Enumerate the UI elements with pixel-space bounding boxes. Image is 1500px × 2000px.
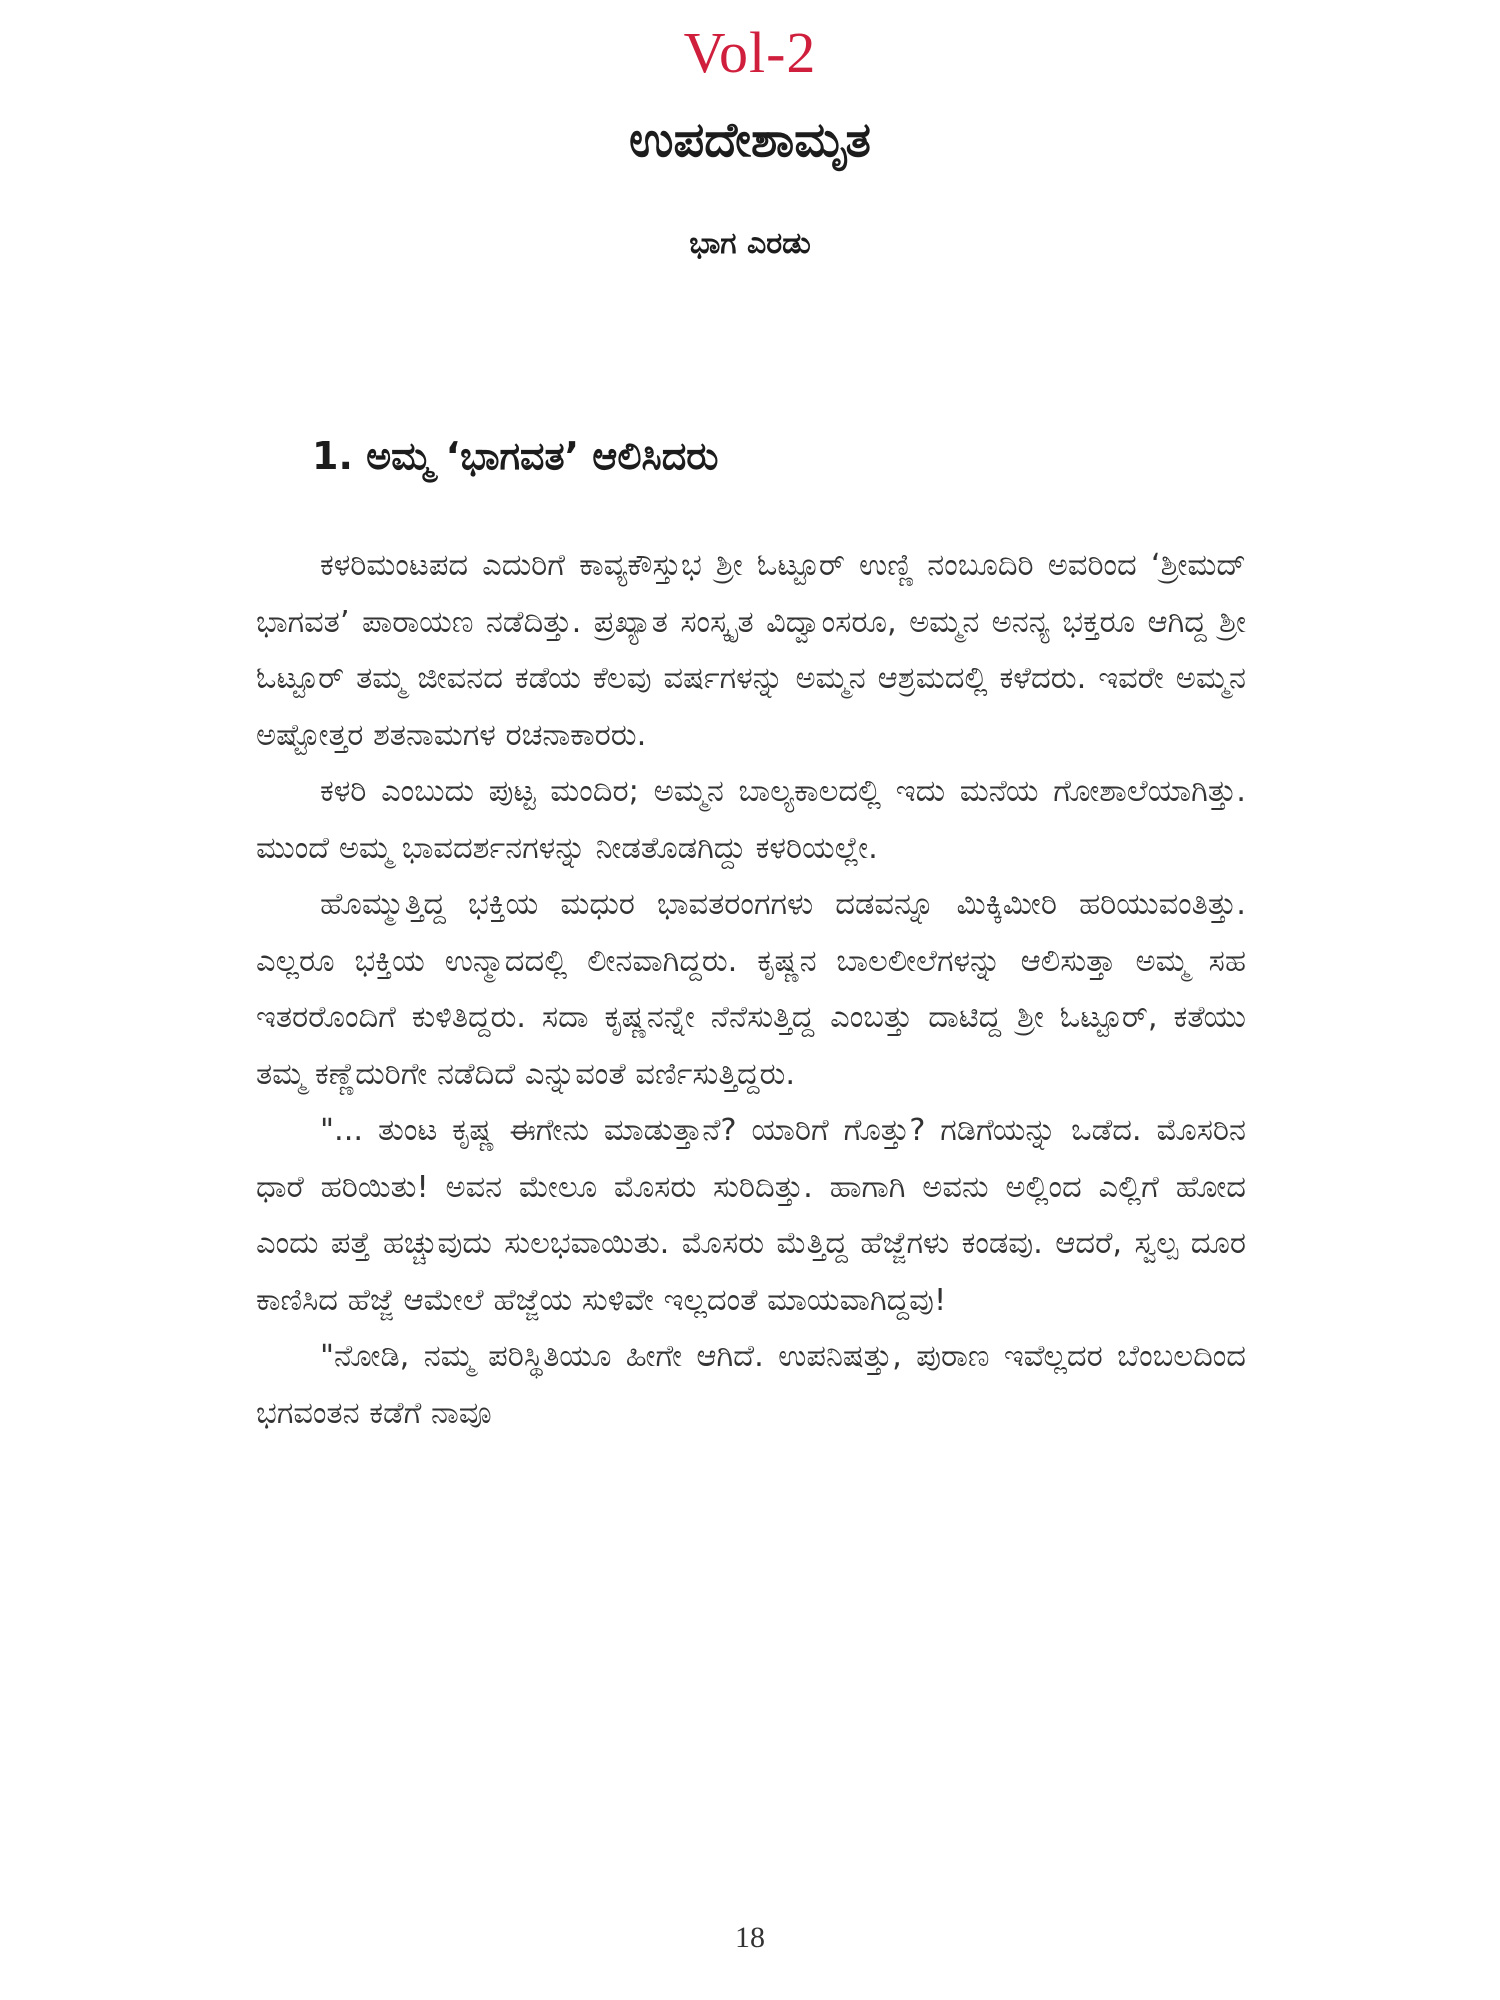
paragraph: "... ತುಂಟ ಕೃಷ್ಣ ಈಗೇನು ಮಾಡುತ್ತಾನೆ? ಯಾರಿಗೆ ಗೊತ್ತು? ಗಡಿಗೆಯನ್ನು ಒಡೆದ. ಮೊಸರಿನ ಧಾರೆ ಹರಿಯಿತು! ಅವನ ಮೇಲೂ ಮೊಸರು ಸುರಿದಿತ್ತು. ಹಾಗಾಗಿ ಅವನು ಅಲ್ಲಿಂದ ಎಲ್ಲಿಗೆ ಹೋದ ಎಂದು ಪತ್ತೆ ಹಚ್ಚುವುದು ಸುಲಭವಾಯಿತು. ಮೊಸರು ಮೆತ್ತಿದ್ದ ಹೆಜ್ಜೆಗಳು ಕಂಡವು. ಆದರೆ, ಸ್ವಲ್ಪ ದೂರ ಕಾಣಿಸಿದ ಹೆಜ್ಜೆ ಆಮೇಲೆ ಹೆಜ್ಜೆಯ ಸುಳಿವೇ ಇಲ್ಲದಂತೆ ಮಾಯವಾಗಿದ್ದವು! — [256, 1113, 1246, 1318]
body-text — [256, 538, 1246, 1442]
page-number: 18 — [735, 1921, 765, 1954]
paragraph: ಕಳರಿ ಎಂಬುದು ಪುಟ್ಟ ಮಂದಿರ; ಅಮ್ಮನ ಬಾಲ್ಯಕಾಲದಲ್ಲಿ ಇದು ಮನೆಯ ಗೋಶಾಲೆಯಾಗಿತ್ತು. ಮುಂದೆ ಅಮ್ಮ ಭಾವದರ್ಶನಗಳನ್ನು ನೀಡತೊಡಗಿದ್ದು ಕಳರಿಯಲ್ಲೇ. — [256, 774, 1246, 866]
part-label: ಭಾಗ ಎರಡು — [689, 226, 811, 261]
paragraph: ಕಳರಿಮಂಟಪದ ಎದುರಿಗೆ ಕಾವ್ಯಕೌಸ್ತುಭ ಶ್ರೀ ಓಟ್ಟೂರ್ ಉಣ್ಣಿ ನಂಬೂದಿರಿ ಅವರಿಂದ ‘ಶ್ರೀಮದ್ ಭಾಗವತ’ ಪಾರಾಯಣ ನಡೆದಿತ್ತು. ಪ್ರಖ್ಯಾತ ಸಂಸ್ಕೃತ ವಿದ್ವಾಂಸರೂ, ಅಮ್ಮನ ಅನನ್ಯ ಭಕ್ತರೂ ಆಗಿದ್ದ ಶ್ರೀ ಓಟ್ಟೂರ್ ತಮ್ಮ ಜೀವನದ ಕಡೆಯ ಕೆಲವು ವರ್ಷಗಳನ್ನು ಅಮ್ಮನ ಆಶ್ರಮದಲ್ಲಿ ಕಳೆದರು. ಇವರೇ ಅಮ್ಮನ ಅಷ್ಟೋತ್ತರ ಶತನಾಮಗಳ ರಚನಾಕಾರರು. — [256, 548, 1246, 753]
paragraph: "ನೋಡಿ, ನಮ್ಮ ಪರಿಸ್ಥಿತಿಯೂ ಹೀಗೇ ಆಗಿದೆ. ಉಪನಿಷತ್ತು, ಪುರಾಣ ಇವೆಲ್ಲದರ ಬೆಂಬಲದಿಂದ ಭಗವಂತನ ಕಡೆಗೆ ನಾವೂ — [256, 1339, 1246, 1431]
chapter-heading: 1. ಅಮ್ಮ ‘ಭಾಗವತ’ ಆಲಿಸಿದರು — [312, 434, 719, 478]
volume-label: Vol-2 — [683, 20, 817, 85]
paragraph: ಹೊಮ್ಮುತ್ತಿದ್ದ ಭಕ್ತಿಯ ಮಧುರ ಭಾವತರಂಗಗಳು ದಡವನ್ನೂ ಮಿಕ್ಕಿಮೀರಿ ಹರಿಯುವಂತಿತ್ತು. ಎಲ್ಲರೂ ಭಕ್ತಿಯ ಉನ್ಮಾದದಲ್ಲಿ ಲೀನವಾಗಿದ್ದರು. ಕೃಷ್ಣನ ಬಾಲಲೀಲೆಗಳನ್ನು ಆಲಿಸುತ್ತಾ ಅಮ್ಮ ಸಹ ಇತರರೊಂದಿಗೆ ಕುಳಿತಿದ್ದರು. ಸದಾ ಕೃಷ್ಣನನ್ನೇ ನೆನೆಸುತ್ತಿದ್ದ ಎಂಬತ್ತು ದಾಟಿದ್ದ ಶ್ರೀ ಓಟ್ಟೂರ್, ಕತೆಯು ತಮ್ಮ ಕಣ್ಣೆದುರಿಗೇ ನಡೆದಿದೆ ಎನ್ನುವಂತೆ ವರ್ಣಿಸುತ್ತಿದ್ದರು. — [256, 887, 1246, 1092]
book-title: ಉಪದೇಶಾಮೃತ — [629, 112, 871, 168]
